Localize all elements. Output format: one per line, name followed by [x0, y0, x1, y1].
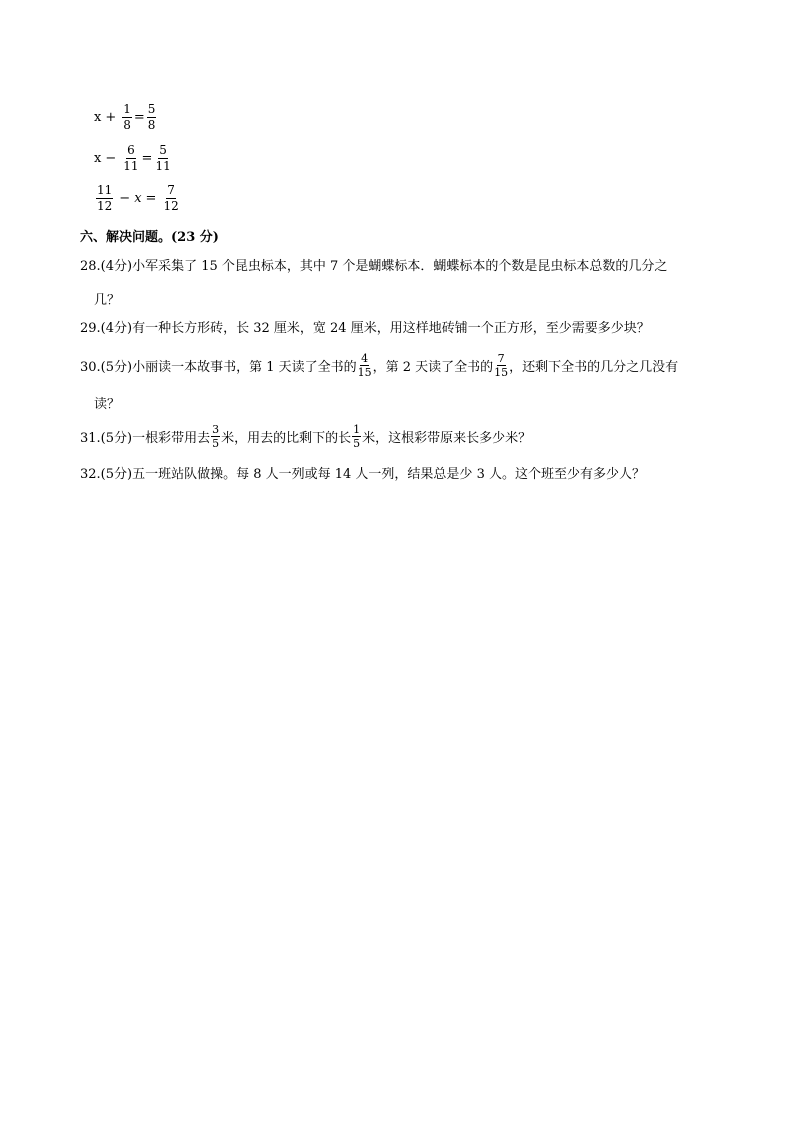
fraction: [154, 143, 171, 174]
equation-1: [94, 99, 158, 135]
fraction-numerator: 7: [497, 352, 505, 365]
fraction: [122, 143, 139, 174]
fraction-denominator: 12: [163, 198, 179, 213]
fraction-numerator: 11: [97, 182, 113, 197]
section-title: 六、解决问题。(23 分): [80, 230, 219, 245]
equation-variable: x: [94, 150, 102, 166]
fraction-numerator: 5: [159, 142, 167, 157]
fraction-denominator: 5: [353, 437, 361, 450]
fraction-numerator: 5: [147, 101, 156, 116]
question-text: 米，用去的比剩下的长: [221, 431, 352, 446]
fraction-numerator: 3: [212, 423, 220, 436]
fraction: [147, 102, 157, 133]
fraction: [162, 183, 179, 214]
fraction: [358, 352, 372, 379]
fraction-numerator: 7: [167, 182, 175, 197]
question-text: 29.(4分)有一种长方形砖，长 32 厘米，宽 24 厘米，用这样地砖铺一个正方形，至少需要多少块？: [80, 321, 650, 336]
fraction-denominator: 15: [357, 366, 372, 379]
fraction-numerator: 6: [127, 142, 135, 157]
fraction-denominator: 11: [155, 158, 171, 173]
fraction-denominator: 5: [212, 437, 220, 450]
equals-sign: =: [133, 109, 145, 125]
equation-variable: x: [94, 109, 102, 125]
equation-variable: x: [134, 190, 142, 206]
fraction-denominator: 15: [494, 366, 509, 379]
fraction: [96, 183, 113, 214]
equation-2: [94, 140, 174, 176]
question-31: [80, 425, 730, 452]
fraction-numerator: 1: [353, 423, 361, 436]
equals-sign: =: [145, 190, 157, 206]
fraction: [122, 102, 132, 133]
question-text: 30.(5分)小丽读一本故事书，第 1 天读了全书的: [80, 360, 357, 375]
question-text: 31.(5分)一根彩带用去: [80, 431, 211, 446]
equation-operator: −: [105, 150, 117, 166]
equation-operator: −: [119, 190, 131, 206]
question-text: ，第 2 天读了全书的: [372, 360, 494, 375]
equation-3: [94, 180, 182, 216]
fraction-numerator: 4: [361, 352, 369, 365]
fraction: [494, 352, 508, 379]
question-32: [80, 466, 730, 484]
fraction-denominator: 12: [97, 198, 113, 213]
question-28: [80, 258, 730, 276]
fraction-denominator: 8: [123, 117, 131, 132]
question-text: 米，这根彩带原来长多少米？: [362, 431, 532, 446]
equation-operator: +: [105, 109, 117, 125]
question-28-continuation: 几？: [94, 293, 121, 308]
question-text: ，还剩下全书的几分之几没有: [509, 360, 679, 375]
fraction-denominator: 8: [147, 117, 156, 132]
question-30-continuation: 读？: [94, 397, 121, 412]
fraction: [352, 423, 361, 450]
fraction: [211, 423, 220, 450]
fraction-numerator: 1: [123, 101, 131, 116]
question-29: [80, 320, 730, 338]
question-text: 32.(5分)五一班站队做操。每 8 人一列或每 14 人一列，结果总是少 3 人。这个班至少有多少人？: [80, 467, 645, 482]
fraction-denominator: 11: [123, 158, 139, 173]
question-30: [80, 354, 730, 381]
question-text: 28.(4分)小军采集了 15 个昆虫标本，其中 7 个是蝴蝶标本．蝴蝶标本的个数是昆虫标本总数的几分之: [80, 259, 668, 274]
equals-sign: =: [141, 150, 153, 166]
